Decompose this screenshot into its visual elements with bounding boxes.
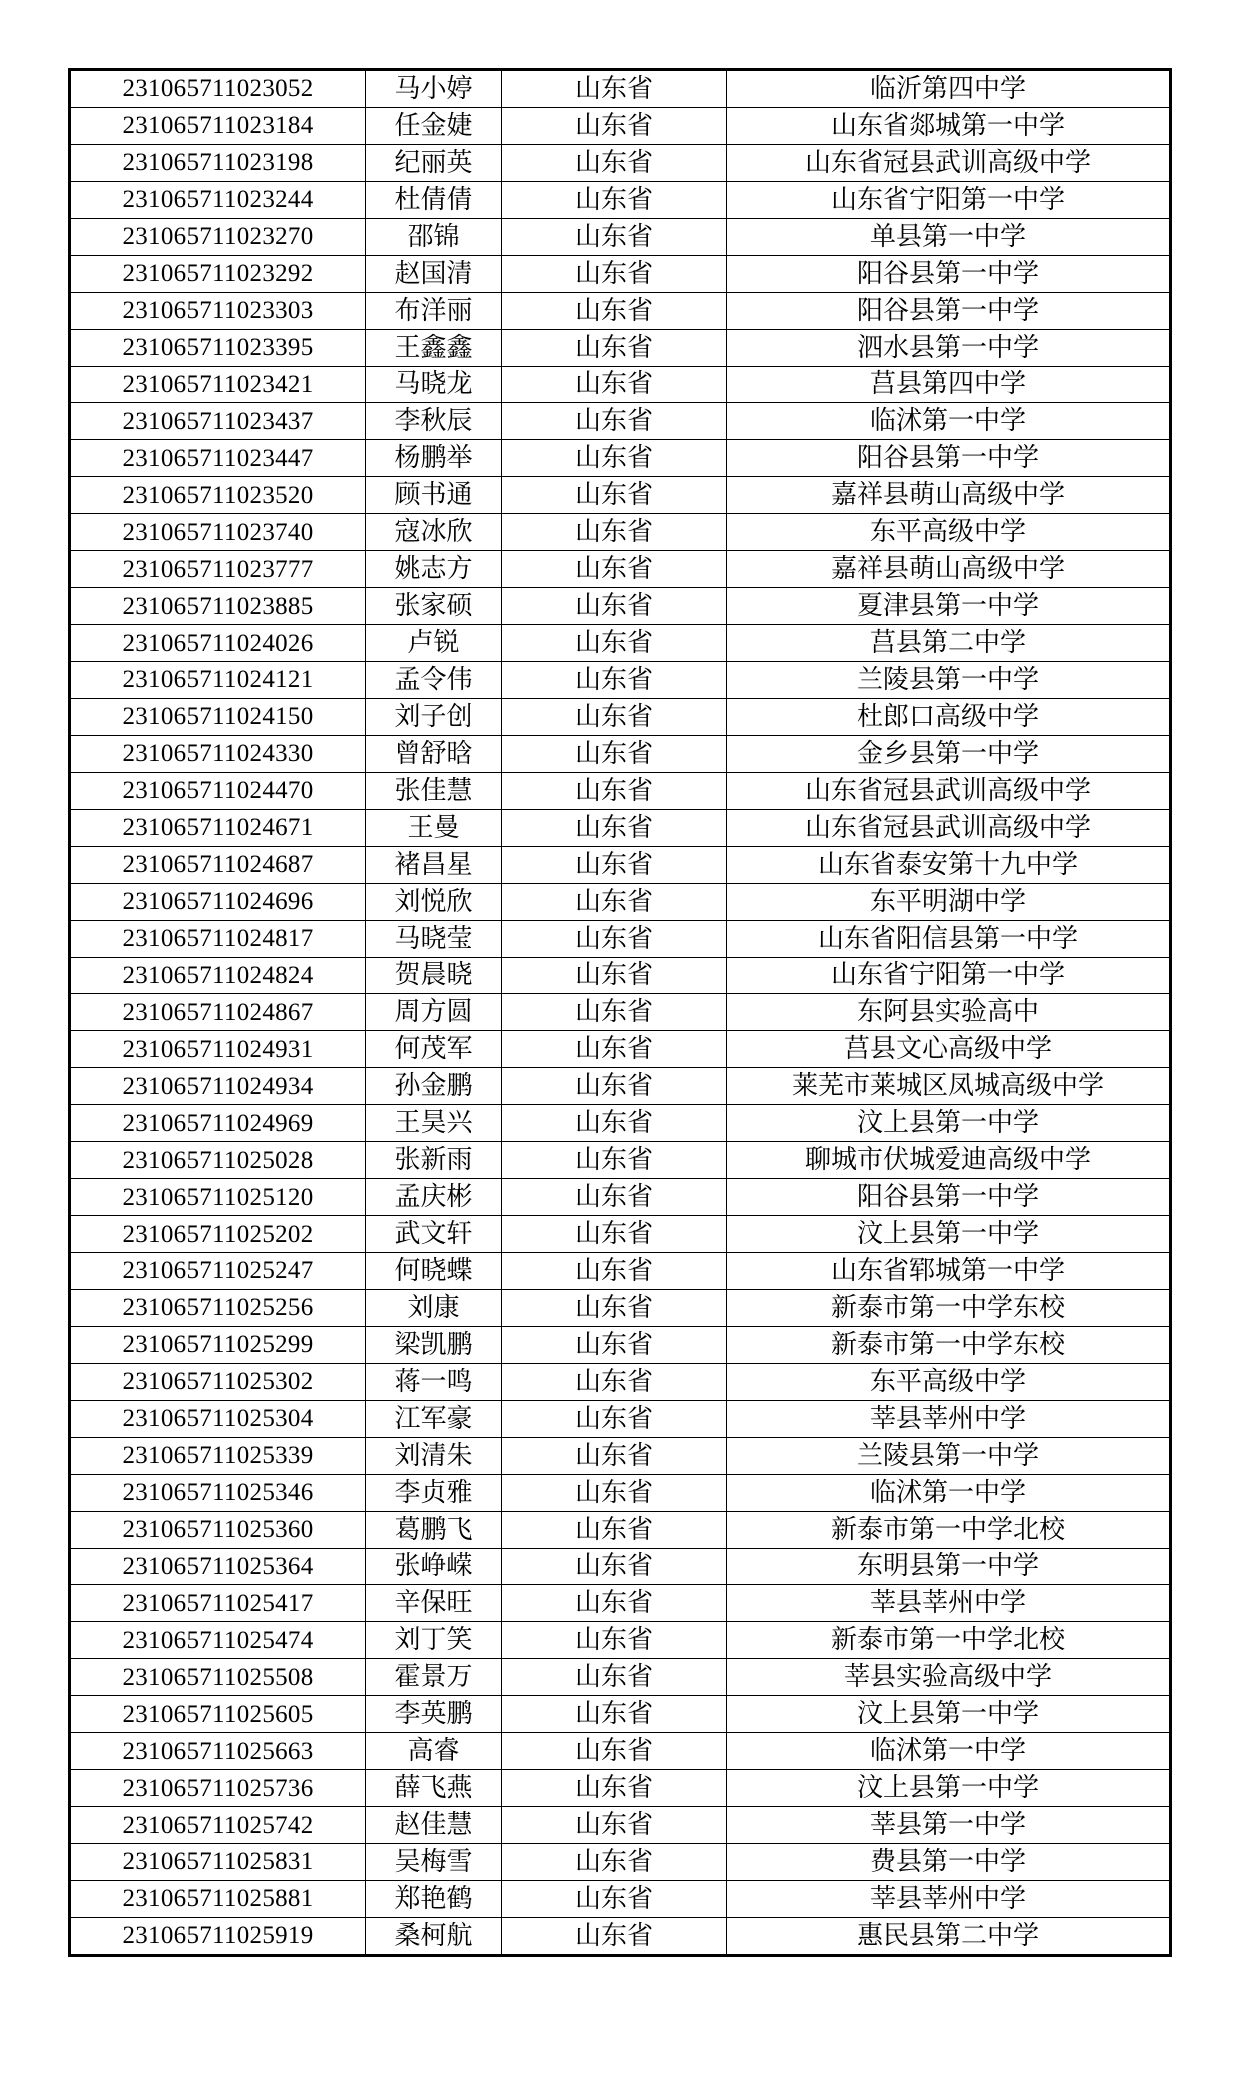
province-cell: 山东省 <box>502 1807 727 1844</box>
candidate-id-cell: 231065711025831 <box>70 1844 366 1881</box>
candidate-id-cell: 231065711024121 <box>70 662 366 699</box>
school-cell: 嘉祥县萌山高级中学 <box>727 551 1171 588</box>
province-cell: 山东省 <box>502 1363 727 1400</box>
province-cell: 山东省 <box>502 329 727 366</box>
province-cell: 山东省 <box>502 1031 727 1068</box>
table-row <box>70 625 1171 662</box>
candidate-id-cell: 231065711024817 <box>70 920 366 957</box>
school-cell: 新泰市第一中学北校 <box>727 1511 1171 1548</box>
school-cell: 莒县文心高级中学 <box>727 1031 1171 1068</box>
table-row <box>70 1363 1171 1400</box>
province-cell: 山东省 <box>502 1289 727 1326</box>
candidate-id-cell: 231065711023447 <box>70 440 366 477</box>
table-row <box>70 1437 1171 1474</box>
school-cell: 汶上县第一中学 <box>727 1216 1171 1253</box>
province-cell: 山东省 <box>502 772 727 809</box>
province-cell: 山东省 <box>502 920 727 957</box>
table-row <box>70 772 1171 809</box>
province-cell: 山东省 <box>502 1770 727 1807</box>
table-row <box>70 1474 1171 1511</box>
candidate-name-cell: 李贞雅 <box>366 1474 502 1511</box>
table-row <box>70 1400 1171 1437</box>
school-cell: 阳谷县第一中学 <box>727 255 1171 292</box>
table-row <box>70 846 1171 883</box>
candidate-name-cell: 赵国清 <box>366 255 502 292</box>
candidate-id-cell: 231065711023270 <box>70 218 366 255</box>
table-row <box>70 883 1171 920</box>
candidate-id-cell: 231065711023198 <box>70 144 366 181</box>
school-cell: 临沭第一中学 <box>727 403 1171 440</box>
candidate-name-cell: 卢锐 <box>366 625 502 662</box>
candidate-name-cell: 葛鹏飞 <box>366 1511 502 1548</box>
school-cell: 山东省冠县武训高级中学 <box>727 144 1171 181</box>
candidate-id-cell: 231065711023740 <box>70 514 366 551</box>
school-cell: 临沭第一中学 <box>727 1474 1171 1511</box>
province-cell: 山东省 <box>502 1437 727 1474</box>
table-row <box>70 1770 1171 1807</box>
school-cell: 莘县实验高级中学 <box>727 1659 1171 1696</box>
candidate-id-cell: 231065711023052 <box>70 70 366 108</box>
table-row <box>70 403 1171 440</box>
province-cell: 山东省 <box>502 1068 727 1105</box>
school-cell: 山东省宁阳第一中学 <box>727 957 1171 994</box>
candidate-id-cell: 231065711025474 <box>70 1622 366 1659</box>
school-cell: 东平高级中学 <box>727 514 1171 551</box>
province-cell: 山东省 <box>502 1696 727 1733</box>
province-cell: 山东省 <box>502 514 727 551</box>
school-cell: 汶上县第一中学 <box>727 1105 1171 1142</box>
school-cell: 夏津县第一中学 <box>727 588 1171 625</box>
candidate-id-cell: 231065711025346 <box>70 1474 366 1511</box>
candidate-id-cell: 231065711024934 <box>70 1068 366 1105</box>
province-cell: 山东省 <box>502 1733 727 1770</box>
candidate-name-cell: 李英鹏 <box>366 1696 502 1733</box>
candidate-name-cell: 孟令伟 <box>366 662 502 699</box>
province-cell: 山东省 <box>502 440 727 477</box>
candidate-id-cell: 231065711023292 <box>70 255 366 292</box>
candidate-name-cell: 郑艳鹤 <box>366 1880 502 1917</box>
school-cell: 莘县莘州中学 <box>727 1585 1171 1622</box>
candidate-id-cell: 231065711024696 <box>70 883 366 920</box>
candidate-id-cell: 231065711023395 <box>70 329 366 366</box>
province-cell: 山东省 <box>502 1400 727 1437</box>
table-row <box>70 70 1171 108</box>
table-row <box>70 1807 1171 1844</box>
candidate-name-cell: 张新雨 <box>366 1142 502 1179</box>
table-row <box>70 1844 1171 1881</box>
candidate-name-cell: 桑柯航 <box>366 1917 502 1955</box>
candidate-name-cell: 寇冰欣 <box>366 514 502 551</box>
school-cell: 莘县莘州中学 <box>727 1880 1171 1917</box>
province-cell: 山东省 <box>502 1917 727 1955</box>
province-cell: 山东省 <box>502 1474 727 1511</box>
table-row <box>70 292 1171 329</box>
candidate-name-cell: 孟庆彬 <box>366 1179 502 1216</box>
school-cell: 阳谷县第一中学 <box>727 440 1171 477</box>
candidate-name-cell: 李秋辰 <box>366 403 502 440</box>
candidate-name-cell: 贺晨晓 <box>366 957 502 994</box>
province-cell: 山东省 <box>502 1326 727 1363</box>
candidate-name-cell: 孙金鹏 <box>366 1068 502 1105</box>
province-cell: 山东省 <box>502 1105 727 1142</box>
candidate-name-cell: 邵锦 <box>366 218 502 255</box>
table-row <box>70 477 1171 514</box>
table-row <box>70 1659 1171 1696</box>
school-cell: 山东省郓城第一中学 <box>727 1253 1171 1290</box>
province-cell: 山东省 <box>502 551 727 588</box>
school-cell: 山东省阳信县第一中学 <box>727 920 1171 957</box>
candidate-name-cell: 张家硕 <box>366 588 502 625</box>
candidate-name-cell: 武文轩 <box>366 1216 502 1253</box>
candidate-id-cell: 231065711025299 <box>70 1326 366 1363</box>
school-cell: 山东省冠县武训高级中学 <box>727 809 1171 846</box>
table-row <box>70 440 1171 477</box>
province-cell: 山东省 <box>502 181 727 218</box>
school-cell: 聊城市伏城爱迪高级中学 <box>727 1142 1171 1179</box>
table-row <box>70 1326 1171 1363</box>
table-row <box>70 1622 1171 1659</box>
school-cell: 莘县第一中学 <box>727 1807 1171 1844</box>
candidate-id-cell: 231065711023421 <box>70 366 366 403</box>
candidate-id-cell: 231065711024671 <box>70 809 366 846</box>
candidate-name-cell: 薛飞燕 <box>366 1770 502 1807</box>
table-row <box>70 957 1171 994</box>
table-row <box>70 514 1171 551</box>
province-cell: 山东省 <box>502 1253 727 1290</box>
candidate-id-cell: 231065711024470 <box>70 772 366 809</box>
candidate-name-cell: 褚昌星 <box>366 846 502 883</box>
candidate-id-cell: 231065711024150 <box>70 698 366 735</box>
table-row <box>70 1289 1171 1326</box>
candidate-id-cell: 231065711025742 <box>70 1807 366 1844</box>
province-cell: 山东省 <box>502 477 727 514</box>
candidate-name-cell: 纪丽英 <box>366 144 502 181</box>
school-cell: 山东省郯城第一中学 <box>727 107 1171 144</box>
candidate-id-cell: 231065711023303 <box>70 292 366 329</box>
candidate-id-cell: 231065711024330 <box>70 735 366 772</box>
school-cell: 嘉祥县萌山高级中学 <box>727 477 1171 514</box>
candidate-name-cell: 高睿 <box>366 1733 502 1770</box>
table-row <box>70 366 1171 403</box>
candidate-name-cell: 刘子创 <box>366 698 502 735</box>
candidate-name-cell: 王昊兴 <box>366 1105 502 1142</box>
school-cell: 兰陵县第一中学 <box>727 1437 1171 1474</box>
candidate-id-cell: 231065711025881 <box>70 1880 366 1917</box>
candidate-name-cell: 吴梅雪 <box>366 1844 502 1881</box>
school-cell: 兰陵县第一中学 <box>727 662 1171 699</box>
candidate-id-cell: 231065711025256 <box>70 1289 366 1326</box>
table-row <box>70 994 1171 1031</box>
candidate-name-cell: 马小婷 <box>366 70 502 108</box>
candidate-name-cell: 辛保旺 <box>366 1585 502 1622</box>
candidate-name-cell: 何茂军 <box>366 1031 502 1068</box>
candidate-name-cell: 杨鹏举 <box>366 440 502 477</box>
candidate-name-cell: 姚志方 <box>366 551 502 588</box>
candidate-id-cell: 231065711023885 <box>70 588 366 625</box>
table-row <box>70 809 1171 846</box>
school-cell: 惠民县第二中学 <box>727 1917 1171 1955</box>
table-row <box>70 920 1171 957</box>
school-cell: 东平明湖中学 <box>727 883 1171 920</box>
province-cell: 山东省 <box>502 994 727 1031</box>
table-row <box>70 1179 1171 1216</box>
candidate-id-cell: 231065711025302 <box>70 1363 366 1400</box>
school-cell: 金乡县第一中学 <box>727 735 1171 772</box>
province-cell: 山东省 <box>502 735 727 772</box>
province-cell: 山东省 <box>502 1179 727 1216</box>
candidate-name-cell: 马晓莹 <box>366 920 502 957</box>
province-cell: 山东省 <box>502 1548 727 1585</box>
table-row <box>70 1917 1171 1955</box>
candidate-id-cell: 231065711024969 <box>70 1105 366 1142</box>
candidate-id-cell: 231065711025304 <box>70 1400 366 1437</box>
table-row <box>70 1216 1171 1253</box>
candidate-name-cell: 梁凯鹏 <box>366 1326 502 1363</box>
school-cell: 山东省宁阳第一中学 <box>727 181 1171 218</box>
candidate-name-cell: 蒋一鸣 <box>366 1363 502 1400</box>
table-row <box>70 698 1171 735</box>
school-cell: 莘县莘州中学 <box>727 1400 1171 1437</box>
candidate-name-cell: 任金婕 <box>366 107 502 144</box>
province-cell: 山东省 <box>502 625 727 662</box>
table-row <box>70 255 1171 292</box>
candidate-id-cell: 231065711024931 <box>70 1031 366 1068</box>
table-row <box>70 551 1171 588</box>
candidate-id-cell: 231065711024867 <box>70 994 366 1031</box>
province-cell: 山东省 <box>502 698 727 735</box>
table-row <box>70 329 1171 366</box>
table-row <box>70 662 1171 699</box>
school-cell: 阳谷县第一中学 <box>727 1179 1171 1216</box>
candidate-name-cell: 王鑫鑫 <box>366 329 502 366</box>
candidate-id-cell: 231065711024026 <box>70 625 366 662</box>
school-cell: 汶上县第一中学 <box>727 1770 1171 1807</box>
school-cell: 汶上县第一中学 <box>727 1696 1171 1733</box>
table-row <box>70 218 1171 255</box>
candidate-name-cell: 霍景万 <box>366 1659 502 1696</box>
table-row <box>70 1511 1171 1548</box>
school-cell: 杜郎口高级中学 <box>727 698 1171 735</box>
candidate-id-cell: 231065711024824 <box>70 957 366 994</box>
candidate-name-cell: 曾舒晗 <box>366 735 502 772</box>
school-cell: 东明县第一中学 <box>727 1548 1171 1585</box>
school-cell: 东平高级中学 <box>727 1363 1171 1400</box>
candidate-id-cell: 231065711025247 <box>70 1253 366 1290</box>
school-cell: 山东省泰安第十九中学 <box>727 846 1171 883</box>
province-cell: 山东省 <box>502 1880 727 1917</box>
table-row <box>70 107 1171 144</box>
school-cell: 临沭第一中学 <box>727 1733 1171 1770</box>
school-cell: 新泰市第一中学东校 <box>727 1326 1171 1363</box>
school-cell: 莒县第二中学 <box>727 625 1171 662</box>
province-cell: 山东省 <box>502 366 727 403</box>
table-row <box>70 1068 1171 1105</box>
school-cell: 泗水县第一中学 <box>727 329 1171 366</box>
roster-body <box>70 70 1171 1956</box>
candidate-name-cell: 顾书通 <box>366 477 502 514</box>
candidate-name-cell: 江军豪 <box>366 1400 502 1437</box>
table-row <box>70 1733 1171 1770</box>
candidate-name-cell: 杜倩倩 <box>366 181 502 218</box>
candidate-id-cell: 231065711025360 <box>70 1511 366 1548</box>
school-cell: 单县第一中学 <box>727 218 1171 255</box>
table-row <box>70 735 1171 772</box>
candidate-id-cell: 231065711023437 <box>70 403 366 440</box>
table-row <box>70 1585 1171 1622</box>
roster-table <box>68 68 1172 1957</box>
candidate-name-cell: 张峥嵘 <box>366 1548 502 1585</box>
candidate-id-cell: 231065711025663 <box>70 1733 366 1770</box>
candidate-name-cell: 刘康 <box>366 1289 502 1326</box>
province-cell: 山东省 <box>502 292 727 329</box>
province-cell: 山东省 <box>502 1622 727 1659</box>
province-cell: 山东省 <box>502 1511 727 1548</box>
table-row <box>70 1696 1171 1733</box>
candidate-name-cell: 马晓龙 <box>366 366 502 403</box>
candidate-id-cell: 231065711025028 <box>70 1142 366 1179</box>
province-cell: 山东省 <box>502 1216 727 1253</box>
candidate-name-cell: 刘清朱 <box>366 1437 502 1474</box>
candidate-name-cell: 刘丁笑 <box>366 1622 502 1659</box>
candidate-id-cell: 231065711023777 <box>70 551 366 588</box>
candidate-id-cell: 231065711025339 <box>70 1437 366 1474</box>
candidate-id-cell: 231065711025202 <box>70 1216 366 1253</box>
candidate-id-cell: 231065711025736 <box>70 1770 366 1807</box>
table-row <box>70 1880 1171 1917</box>
table-row <box>70 1548 1171 1585</box>
school-cell: 莱芜市莱城区凤城高级中学 <box>727 1068 1171 1105</box>
candidate-name-cell: 周方圆 <box>366 994 502 1031</box>
candidate-name-cell: 刘悦欣 <box>366 883 502 920</box>
province-cell: 山东省 <box>502 957 727 994</box>
candidate-name-cell: 布洋丽 <box>366 292 502 329</box>
candidate-id-cell: 231065711025364 <box>70 1548 366 1585</box>
candidate-id-cell: 231065711025508 <box>70 1659 366 1696</box>
province-cell: 山东省 <box>502 1585 727 1622</box>
province-cell: 山东省 <box>502 1844 727 1881</box>
candidate-id-cell: 231065711023520 <box>70 477 366 514</box>
candidate-id-cell: 231065711023184 <box>70 107 366 144</box>
candidate-id-cell: 231065711025605 <box>70 1696 366 1733</box>
school-cell: 费县第一中学 <box>727 1844 1171 1881</box>
province-cell: 山东省 <box>502 107 727 144</box>
school-cell: 阳谷县第一中学 <box>727 292 1171 329</box>
candidate-id-cell: 231065711024687 <box>70 846 366 883</box>
school-cell: 临沂第四中学 <box>727 70 1171 108</box>
province-cell: 山东省 <box>502 846 727 883</box>
school-cell: 东阿县实验高中 <box>727 994 1171 1031</box>
table-row <box>70 1031 1171 1068</box>
table-row <box>70 588 1171 625</box>
province-cell: 山东省 <box>502 1142 727 1179</box>
province-cell: 山东省 <box>502 403 727 440</box>
school-cell: 新泰市第一中学东校 <box>727 1289 1171 1326</box>
table-row <box>70 1253 1171 1290</box>
candidate-name-cell: 赵佳慧 <box>366 1807 502 1844</box>
province-cell: 山东省 <box>502 218 727 255</box>
candidate-id-cell: 231065711025919 <box>70 1917 366 1955</box>
school-cell: 新泰市第一中学北校 <box>727 1622 1171 1659</box>
candidate-name-cell: 张佳慧 <box>366 772 502 809</box>
school-cell: 山东省冠县武训高级中学 <box>727 772 1171 809</box>
province-cell: 山东省 <box>502 809 727 846</box>
candidate-id-cell: 231065711023244 <box>70 181 366 218</box>
province-cell: 山东省 <box>502 588 727 625</box>
candidate-id-cell: 231065711025417 <box>70 1585 366 1622</box>
province-cell: 山东省 <box>502 70 727 108</box>
candidate-name-cell: 王曼 <box>366 809 502 846</box>
province-cell: 山东省 <box>502 255 727 292</box>
table-row <box>70 144 1171 181</box>
table-row <box>70 181 1171 218</box>
table-row <box>70 1105 1171 1142</box>
school-cell: 莒县第四中学 <box>727 366 1171 403</box>
candidate-id-cell: 231065711025120 <box>70 1179 366 1216</box>
province-cell: 山东省 <box>502 144 727 181</box>
province-cell: 山东省 <box>502 1659 727 1696</box>
province-cell: 山东省 <box>502 883 727 920</box>
candidate-name-cell: 何晓蝶 <box>366 1253 502 1290</box>
province-cell: 山东省 <box>502 662 727 699</box>
table-row <box>70 1142 1171 1179</box>
